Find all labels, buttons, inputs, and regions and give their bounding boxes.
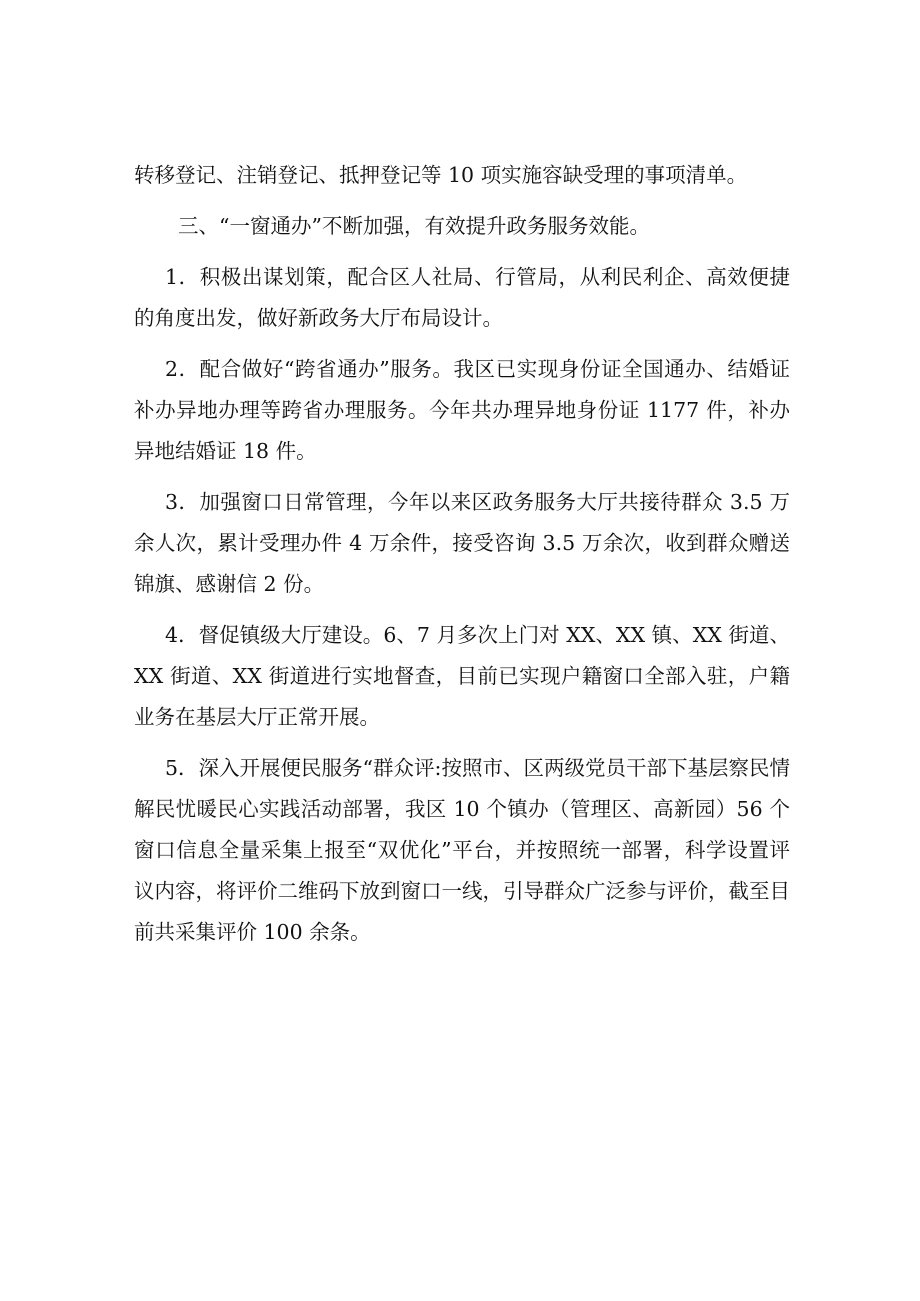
list-item-2: 2．配合做好“跨省通办”服务。我区已实现身份证全国通办、结婚证补办异地办理等跨省办理服务。今年共办理异地身份证 1177 件，补办异地结婚证 18 件。 bbox=[134, 357, 790, 463]
section-three-heading: 三、“一窗通办”不断加强，有效提升政务服务效能。 bbox=[178, 214, 650, 238]
list-item-4: 4．督促镇级大厅建设。6、7 月多次上门对 XX、XX 镇、XX 街道、XX 街道、XX 街道进行实地督查，目前已实现户籍窗口全部入驻，户籍业务在基层大厅正常开展。 bbox=[134, 623, 790, 729]
paragraph-continuation: 转移登记、注销登记、抵押登记等 10 项实施容缺受理的事项清单。 bbox=[134, 163, 748, 187]
list-item-5: 5．深入开展便民服务“群众评:按照市、区两级党员干部下基层察民情解民忧暖民心实践活动部署，我区 10 个镇办（管理区、高新园）56 个窗口信息全量采集上报至“双优化”平台，并按照统一部署，科学设置评议内容，将评价二维码下放到窗口一线，引导群众广泛参与评价，截至目前共采集评价 100 余条。 bbox=[134, 756, 790, 944]
list-item-3: 3．加强窗口日常管理，今年以来区政务服务大厅共接待群众 3.5 万余人次，累计受理办件 4 万余件，接受咨询 3.5 万余次，收到群众赠送锦旗、感谢信 2 份。 bbox=[134, 490, 790, 596]
list-item-1: 1．积极出谋划策，配合区人社局、行管局，从利民利企、高效便捷的角度出发，做好新政务大厅布局设计。 bbox=[134, 265, 790, 330]
document-body bbox=[134, 155, 790, 963]
